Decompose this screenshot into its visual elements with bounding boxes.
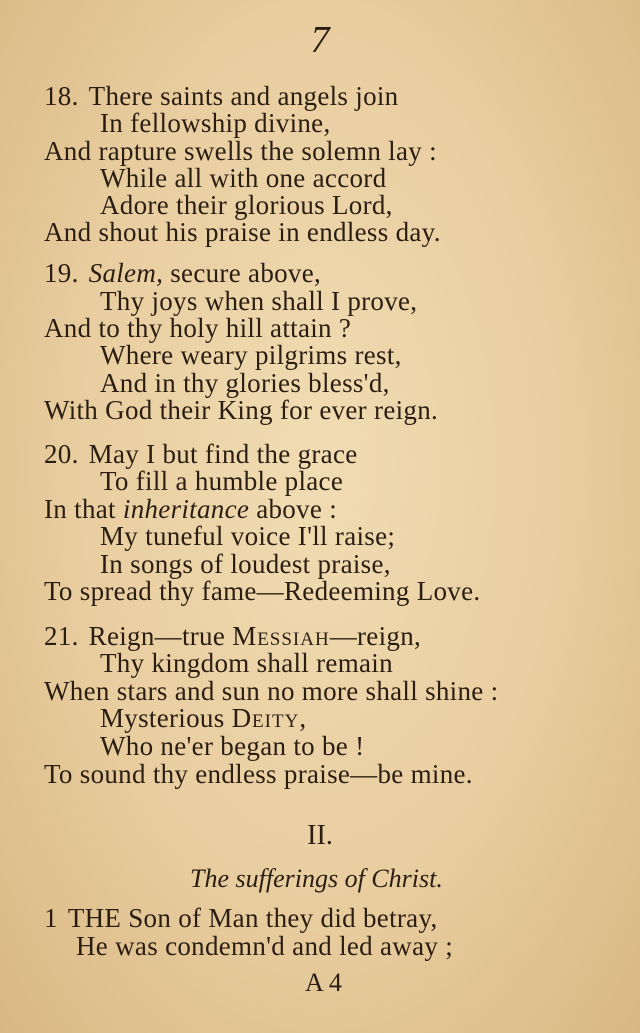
stanza-line: To sound thy endless praise—be mine. bbox=[44, 759, 473, 789]
verse-number: 1 bbox=[44, 903, 58, 933]
stanza-line: And rapture swells the solemn lay : bbox=[44, 136, 437, 166]
stanza-line: With God their King for ever reign. bbox=[44, 395, 439, 425]
stanza-line: When stars and sun no more shall shine : bbox=[44, 676, 499, 706]
stanza-line: My tuneful voice I'll raise; bbox=[100, 521, 396, 551]
hymn-line: He was condemn'd and led away ; bbox=[76, 931, 454, 961]
line-text: May I but find the grace bbox=[88, 439, 358, 469]
line-text: —reign, bbox=[329, 621, 422, 651]
stanza-line: In fellowship divine, bbox=[100, 108, 331, 138]
line-text: , bbox=[299, 703, 307, 733]
line-text-italic: inheritance bbox=[122, 494, 250, 524]
line-text: Mysterious bbox=[100, 703, 232, 733]
verse-number: 18. bbox=[44, 81, 79, 111]
stanza-line: To fill a humble place bbox=[100, 466, 344, 496]
stanza-line: In songs of loudest praise, bbox=[100, 549, 391, 579]
stanza-line: And to thy holy hill attain ? bbox=[44, 313, 352, 343]
stanza-line: While all with one accord bbox=[100, 163, 387, 193]
verse-number: 20. bbox=[44, 439, 79, 469]
signature-mark: A 4 bbox=[305, 968, 342, 997]
stanza-line bbox=[44, 259, 321, 287]
line-text-smallcaps: Messiah bbox=[232, 621, 330, 651]
stanza-line: Who ne'er began to be ! bbox=[100, 731, 365, 761]
page-number: 7 bbox=[310, 19, 330, 61]
line-text: In that bbox=[44, 494, 123, 524]
stanza-line: Where weary pilgrims rest, bbox=[100, 340, 402, 370]
line-text: Reign—true bbox=[88, 621, 233, 651]
line-text: THE Son of Man they did betray, bbox=[67, 903, 438, 933]
line-text-italic: Salem, bbox=[88, 258, 164, 288]
line-text: There saints and angels join bbox=[88, 81, 399, 111]
stanza-line: To spread thy fame—Redeeming Love. bbox=[44, 576, 481, 606]
stanza-line bbox=[44, 622, 421, 650]
stanza-line: Thy joys when shall I prove, bbox=[100, 286, 418, 316]
hymn-number: II. bbox=[307, 820, 333, 851]
stanza-line bbox=[44, 82, 398, 110]
stanza-line bbox=[44, 440, 358, 468]
verse-number: 19. bbox=[44, 258, 79, 288]
hymn-title: The sufferings of Christ. bbox=[190, 864, 443, 893]
line-text: above : bbox=[249, 494, 338, 524]
stanza-line: And shout his praise in endless day. bbox=[44, 217, 441, 247]
stanza-line bbox=[100, 704, 306, 732]
stanza-line: Thy kingdom shall remain bbox=[100, 648, 393, 678]
stanza-line: Adore their glorious Lord, bbox=[100, 190, 393, 220]
stanza-line bbox=[44, 495, 337, 523]
verse-number: 21. bbox=[44, 621, 79, 651]
stanza-line: And in thy glories bless'd, bbox=[100, 368, 390, 398]
line-text: secure above, bbox=[163, 258, 322, 288]
hymn-line bbox=[44, 904, 438, 932]
line-text-smallcaps: Deity bbox=[231, 703, 300, 733]
